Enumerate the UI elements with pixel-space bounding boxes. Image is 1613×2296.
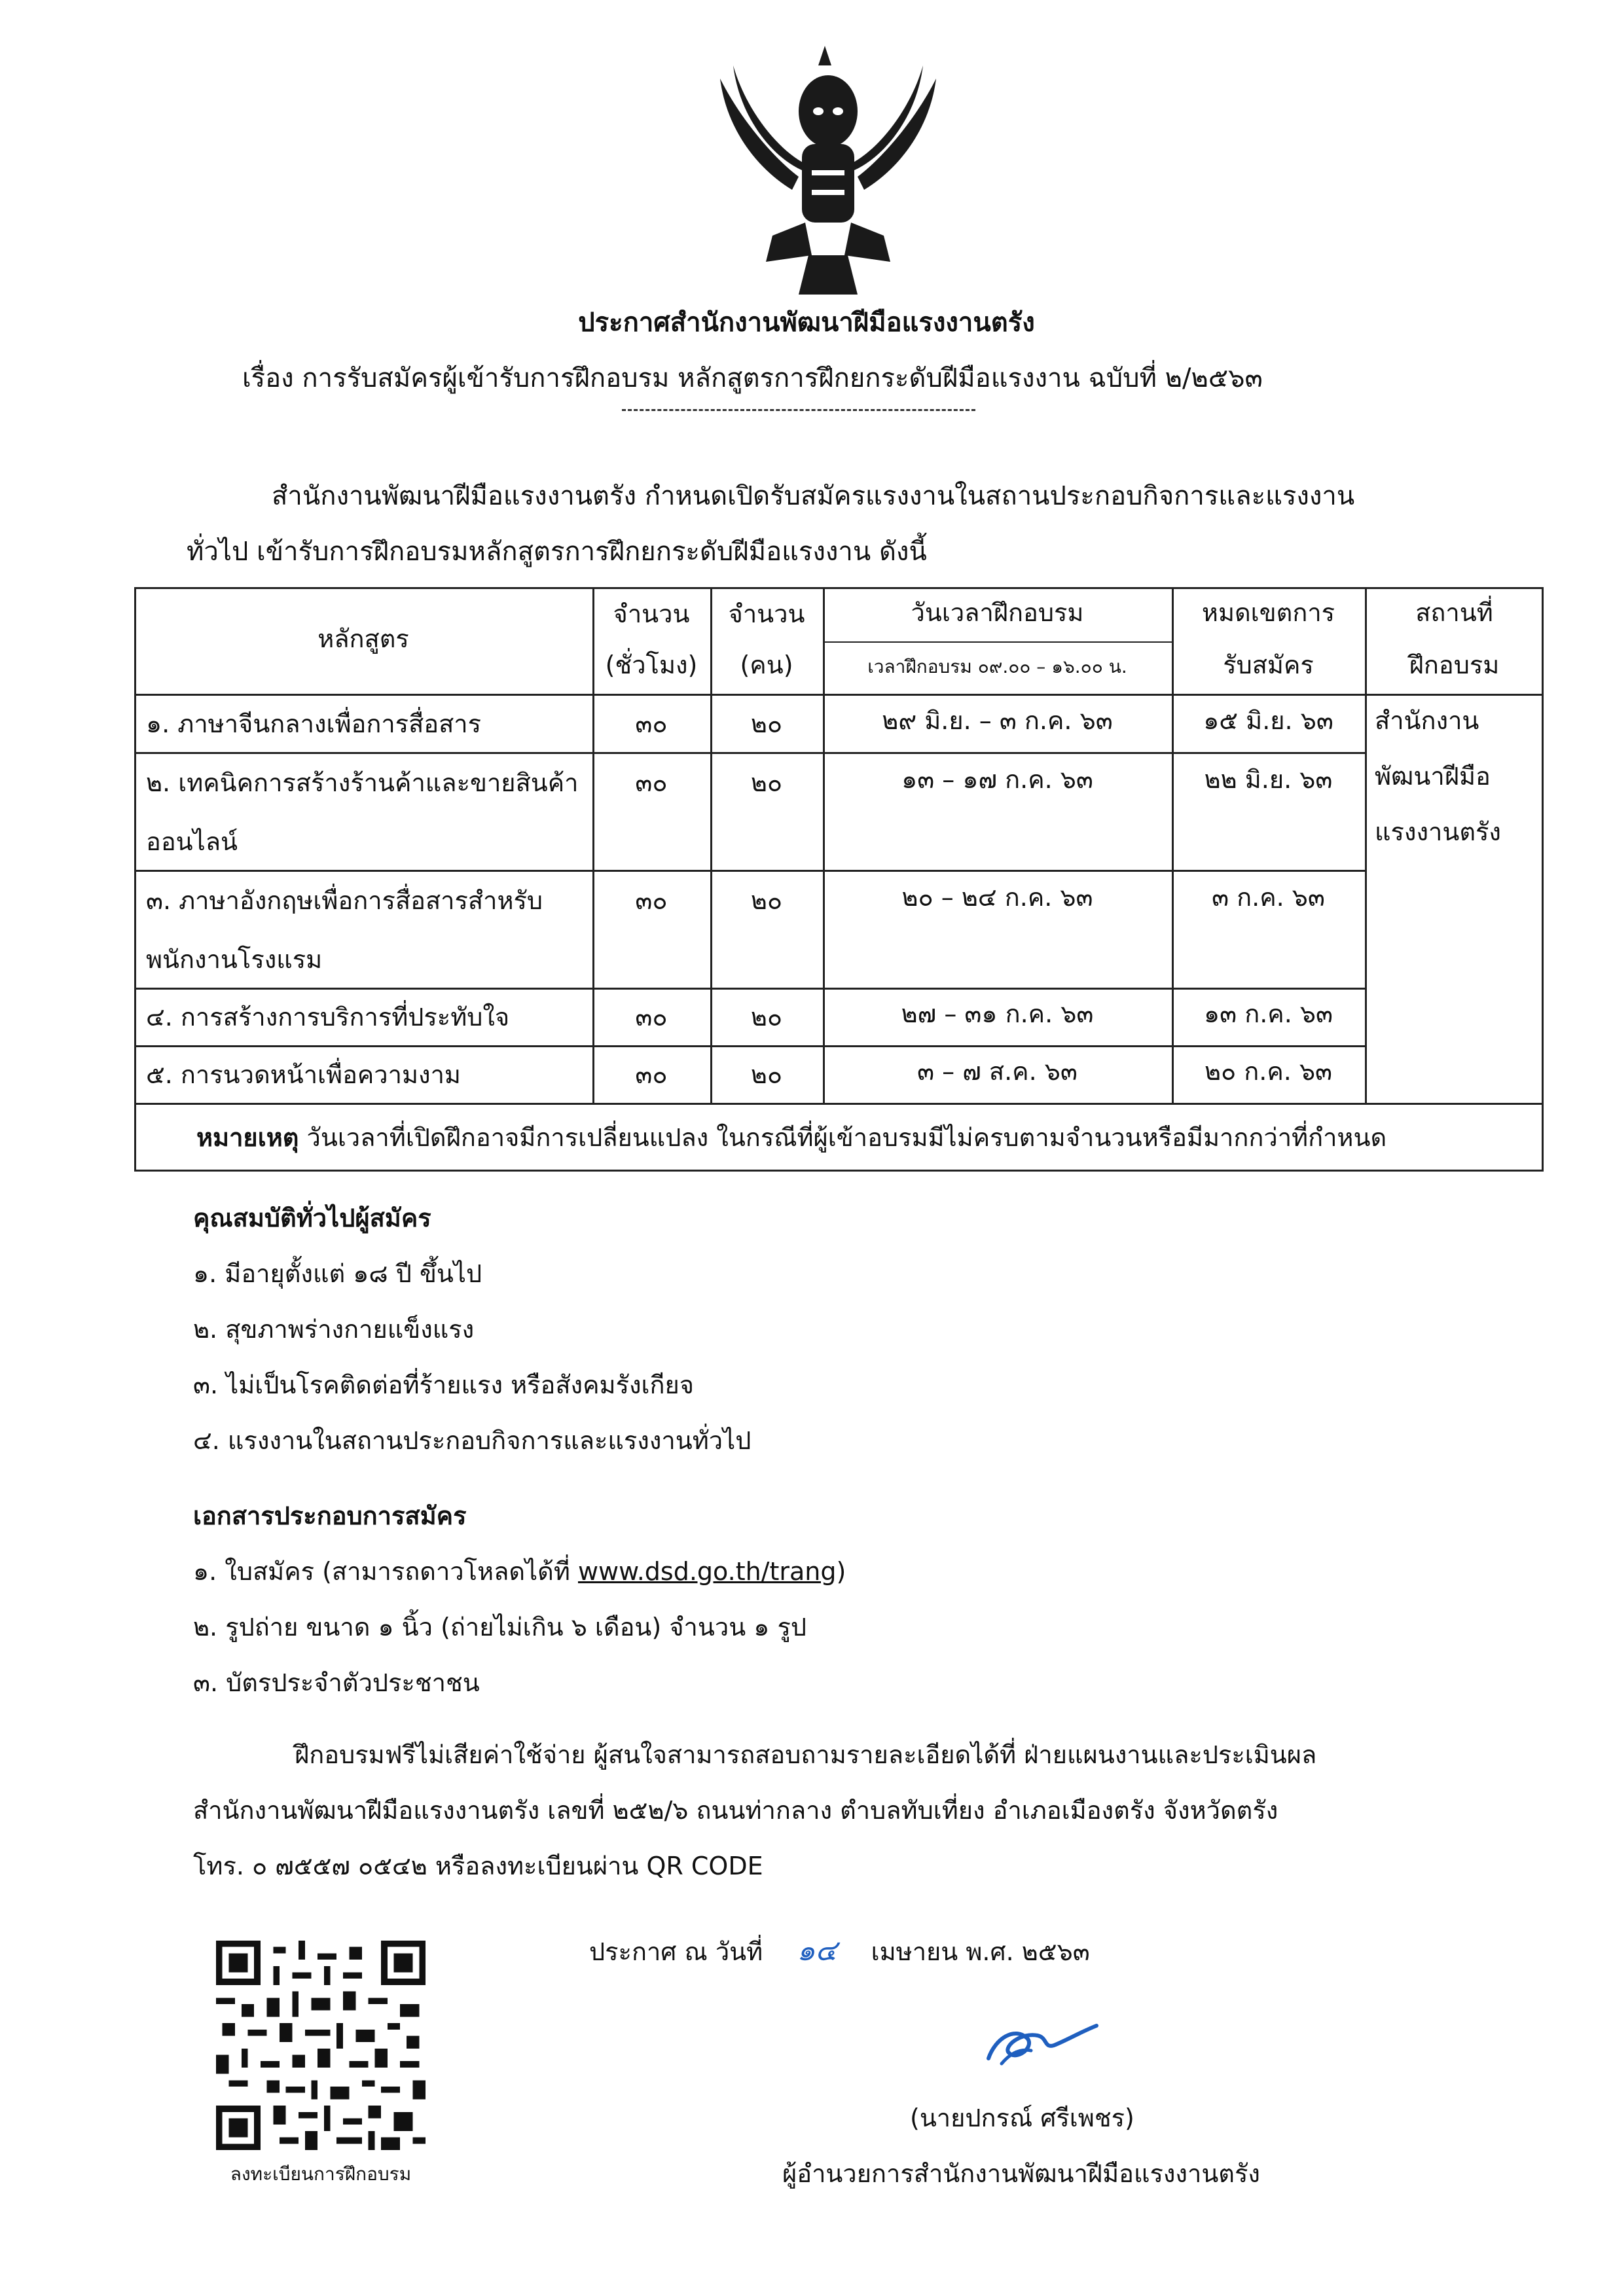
place-line-3: แรงงานตรัง <box>1375 817 1501 846</box>
subject-line: เรื่อง การรับสมัครผู้เข้ารับการฝึกอบรม หลักสูตรการฝึกยกระดับฝีมือแรงงาน ฉบับที่ ๒/๒๕๖๓ <box>242 363 1263 393</box>
document-item-3: ๓. บัตรประจำตัวประชาชน <box>193 1668 480 1697</box>
contact-line-3: โทร. ๐ ๗๕๕๗ ๐๕๔๒ หรือลงทะเบียนผ่าน QR CODE <box>193 1852 763 1880</box>
qualification-item-4: ๔. แรงงานในสถานประกอบกิจการและแรงงานทั่วไป <box>193 1426 752 1455</box>
header-place-line2: ฝึกอบรม <box>1409 651 1500 679</box>
page-title: ประกาศสำนักงานพัฒนาฝีมือแรงงานตรัง <box>578 308 1035 338</box>
row-line-3 <box>134 988 1365 990</box>
announcement-date <box>589 1928 1090 1973</box>
table-row-2-course-line1: ๒. เทคนิคการสร้างร้านค้าและขายสินค้า <box>146 768 579 797</box>
announcement-day: ๑๔ <box>797 1934 837 1967</box>
table-border-left <box>134 587 136 1172</box>
table-row-4-people: ๒๐ <box>750 1003 783 1031</box>
announcement-suffix: เมษายน พ.ศ. ๒๕๖๓ <box>871 1937 1090 1966</box>
table-row-3-hours: ๓๐ <box>635 886 668 915</box>
table-row-3-course-line1: ๓. ภาษาอังกฤษเพื่อการสื่อสารสำหรับ <box>146 886 543 915</box>
qualifications-title: คุณสมบัติทั่วไปผู้สมัคร <box>193 1204 431 1232</box>
document-item-1-text: ๑. ใบสมัคร (สามารถดาวโหลดได้ที่ <box>193 1557 578 1586</box>
signature-image <box>975 2013 1106 2072</box>
qualification-item-3: ๓. ไม่เป็นโรคติดต่อที่ร้ายแรง หรือสังคมรังเกียจ <box>193 1371 695 1399</box>
table-border-bottom <box>134 1170 1544 1172</box>
place-line-1: สำนักงาน <box>1375 706 1479 735</box>
table-row-4-deadline: ๑๓ ก.ค. ๖๓ <box>1204 999 1333 1028</box>
qr-caption: ลงทะเบียนการฝึกอบรม <box>230 2163 412 2185</box>
row-line-header-place <box>1365 694 1544 696</box>
table-row-5-course: ๕. การนวดหน้าเพื่อความงาม <box>146 1060 461 1089</box>
header-deadline-line1: หมดเขตการ <box>1201 598 1335 627</box>
table-row-5-dates: ๓ – ๗ ส.ค. ๖๓ <box>917 1057 1078 1086</box>
header-datetime-sub: เวลาฝึกอบรม ๐๙.๐๐ – ๑๖.๐๐ น. <box>867 656 1127 677</box>
header-datetime: วันเวลาฝึกอบรม <box>911 598 1084 627</box>
table-row-4-course: ๔. การสร้างการบริการที่ประทับใจ <box>146 1003 510 1031</box>
table-row-4-dates: ๒๗ – ๓๑ ก.ค. ๖๓ <box>901 999 1094 1028</box>
row-line-5 <box>134 1103 1544 1105</box>
header-hours-line2: (ชั่วโมง) <box>605 651 698 679</box>
signatory-position: ผู้อำนวยการสำนักงานพัฒนาฝีมือแรงงานตรัง <box>782 2159 1260 2188</box>
header-deadline-line2: รับสมัคร <box>1223 651 1314 679</box>
header-subline <box>823 641 1172 643</box>
row-line-1 <box>134 752 1365 754</box>
table-row-1-people: ๒๐ <box>750 709 783 738</box>
document-item-1-suffix: ) <box>836 1557 846 1586</box>
table-row-3-dates: ๒๐ – ๒๔ ก.ค. ๖๓ <box>901 883 1093 912</box>
table-row-2-dates: ๑๓ – ๑๗ ก.ค. ๖๓ <box>901 765 1093 794</box>
note-label: หมายเหตุ <box>196 1123 299 1152</box>
contact-line-1: ฝึกอบรมฟรีไม่เสียค่าใช้จ่าย ผู้สนใจสามารถสอบถามรายละเอียดได้ที่ ฝ่ายแผนงานและประเมินผล <box>295 1740 1317 1769</box>
row-line-header <box>134 694 1365 696</box>
documents-title: เอกสารประกอบการสมัคร <box>193 1501 467 1530</box>
header-hours-line1: จำนวน <box>613 600 690 628</box>
document-item-1 <box>193 1551 846 1591</box>
table-row-5-people: ๒๐ <box>750 1060 783 1089</box>
table-row-1-hours: ๓๐ <box>635 709 668 738</box>
row-line-2 <box>134 870 1365 872</box>
table-row-2-people: ๒๐ <box>750 768 783 797</box>
training-schedule-table <box>134 587 1544 1172</box>
row-line-4 <box>134 1045 1365 1047</box>
table-border-top <box>134 587 1544 589</box>
header-course: หลักสูตร <box>317 624 409 653</box>
header-people-line2: (คน) <box>740 651 793 679</box>
note-text: วันเวลาที่เปิดฝึกอาจมีการเปลี่ยนแปลง ในกรณีที่ผู้เข้าอบรมมีไม่ครบตามจำนวนหรือมีมากกว่าที่กำหนด <box>299 1123 1387 1152</box>
table-note <box>196 1125 1386 1150</box>
qualification-item-1: ๑. มีอายุตั้งแต่ ๑๘ ปี ขึ้นไป <box>193 1259 482 1288</box>
announcement-prefix: ประกาศ ณ วันที่ <box>589 1937 763 1966</box>
table-row-1-course: ๑. ภาษาจีนกลางเพื่อการสื่อสาร <box>146 709 482 738</box>
header-place-line1: สถานที่ <box>1415 598 1493 627</box>
download-link[interactable]: www.dsd.go.th/trang <box>577 1557 837 1586</box>
table-row-2-course-line2: ออนไลน์ <box>146 827 238 856</box>
table-row-3-deadline: ๓ ก.ค. ๖๓ <box>1212 883 1325 912</box>
header-people-line1: จำนวน <box>728 600 805 628</box>
table-row-2-deadline: ๒๒ มิ.ย. ๖๓ <box>1204 765 1333 794</box>
intro-paragraph-line-2: ทั่วไป เข้ารับการฝึกอบรมหลักสูตรการฝึกยกระดับฝีมือแรงงาน ดังนี้ <box>187 537 927 567</box>
table-row-3-people: ๒๐ <box>750 886 783 915</box>
table-row-4-hours: ๓๐ <box>635 1003 668 1031</box>
table-row-2-hours: ๓๐ <box>635 768 668 797</box>
table-row-1-dates: ๒๙ มิ.ย. – ๓ ก.ค. ๖๓ <box>882 706 1113 735</box>
table-row-3-course-line2: พนักงานโรงแรม <box>146 945 323 974</box>
document-item-2: ๒. รูปถ่าย ขนาด ๑ นิ้ว (ถ่ายไม่เกิน ๖ เดือน) จำนวน ๑ รูป <box>193 1613 806 1641</box>
garuda-emblem <box>694 39 943 301</box>
table-row-1-deadline: ๑๕ มิ.ย. ๖๓ <box>1203 706 1333 735</box>
place-line-2: พัฒนาฝีมือ <box>1375 762 1491 791</box>
contact-line-2: สำนักงานพัฒนาฝีมือแรงงานตรัง เลขที่ ๒๕๒/๖ ถนนท่ากลาง ตำบลทับเที่ยง อำเภอเมืองตรัง จังหวัดตรัง <box>193 1796 1278 1825</box>
qualification-item-2: ๒. สุขภาพร่างกายแข็งแรง <box>193 1315 475 1344</box>
signatory-name: (นายปกรณ์ ศรีเพชร) <box>910 2104 1134 2132</box>
title-divider <box>622 409 975 411</box>
table-row-5-hours: ๓๐ <box>635 1060 668 1089</box>
qr-code[interactable] <box>216 1941 426 2150</box>
table-row-5-deadline: ๒๐ ก.ค. ๖๓ <box>1204 1057 1333 1086</box>
intro-paragraph-line-1: สำนักงานพัฒนาฝีมือแรงงานตรัง กำหนดเปิดรับสมัครแรงงานในสถานประกอบกิจการและแรงงาน <box>272 481 1355 511</box>
